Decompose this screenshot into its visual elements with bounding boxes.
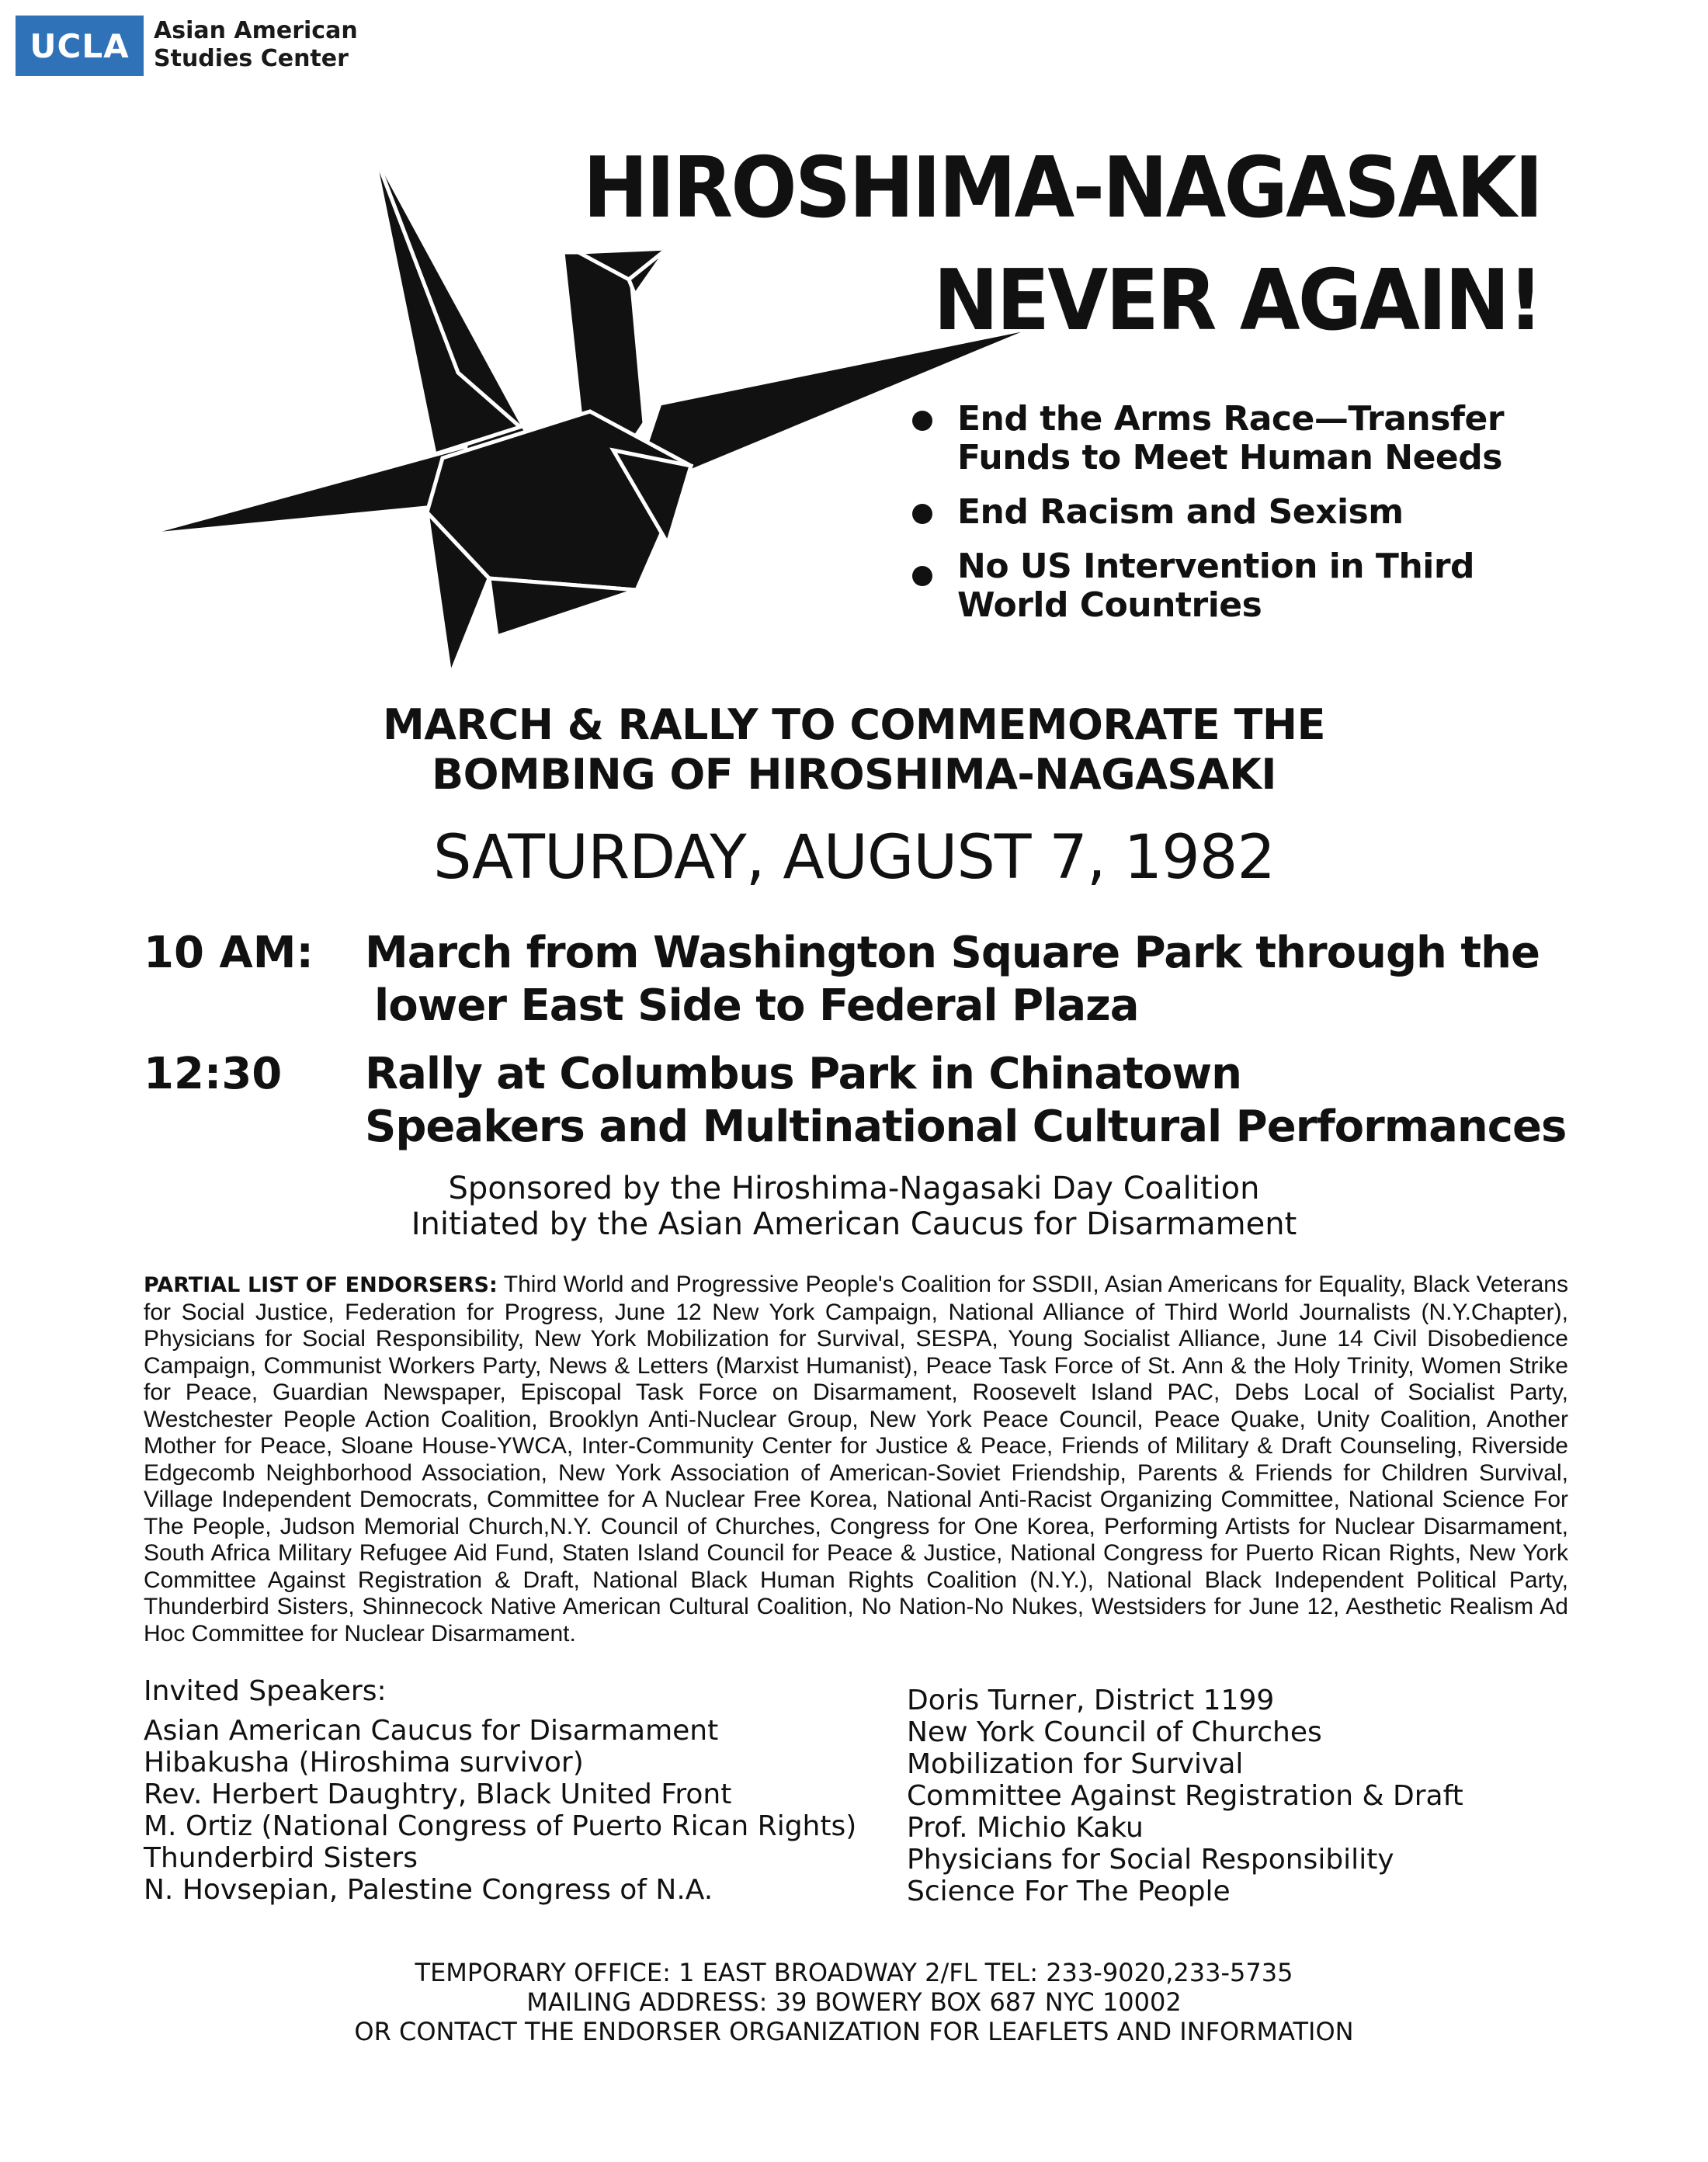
speaker-item: New York Council of Churches bbox=[907, 1716, 1322, 1748]
event-title-line1: MARCH & RALLY TO COMMEMORATE THE bbox=[382, 700, 1325, 749]
endorsers-text: Third World and Progressive People's Coalition for SSDII, Asian Americans for Equality, Black Veterans for Social Justice, Federation for Progress, June 12 New York Campaign, National Alliance of Third World Journalists (N.Y.Chapter), Physicians for Social Responsibility, New York Mobilization for Survival, SESPA, Young Socialist Alliance, June 14 Civil Disobedience Campaign, Communist Workers Party, News & Letters (Marxist Humanist), Peace Task Force of St. Ann & the Holy Trinity, Women Strike for Peace, Guardian Newspaper, Episcopal Task Force on Disarmament, Roosevelt Island PAC, Debs Local of Socialist Party, Westchester People Action Coalition, Brooklyn Anti-Nuclear Group, New York Peace Council, Peace Quake, Unity Coalition, Another Mother for Peace, Sloane House-YWCA, Inter-Community Center for Justice & Peace, Friends of Military & Draft Counseling, Riverside Edgecomb Neighborhood Association, New York Association of American-Soviet Friendship, Parents & Friends for Children Survival, Village Independent Democrats, Committee for A Nuclear Free Korea, National Anti-Racist Organizing Committee, National Science For The People, Judson Memorial Church,N.Y. Council of Churches, Congress for One Korea, Performing Artists for Nuclear Disarmament, South Africa Military Refugee Aid Fund, Staten Island Council for Peace & Justice, National Congress for Puerto Rican Rights, New York Committee Against Registration & Draft, National Black Human Rights Coalition (N.Y.), National Black Independent Political Party, Thunderbird Sisters, Shinnecock Native American Cultural Coalition, No Nation-No Nukes, Westsiders for June 12, Aesthetic Realism Ad Hoc Committee for Nuclear Disarmament. bbox=[144, 1272, 1568, 1647]
footer-line: TEMPORARY OFFICE: 1 EAST BROADWAY 2/FL TEL: 233-9020,233-5735 bbox=[415, 1958, 1293, 1987]
speaker-item: Physicians for Social Responsibility bbox=[907, 1844, 1394, 1876]
demand-item bbox=[912, 493, 1533, 532]
headline-line1: HIROSHIMA-NAGASAKI bbox=[582, 140, 1541, 237]
schedule-description bbox=[365, 927, 1576, 1032]
contact-footer bbox=[0, 1958, 1708, 2046]
bullet-icon bbox=[912, 566, 932, 586]
demand-text: No US Intervention in Third World Countries bbox=[957, 547, 1475, 625]
event-date: SATURDAY, AUGUST 7, 1982 bbox=[432, 823, 1276, 893]
speaker-item: M. Ortiz (National Congress of Puerto Rican Rights) bbox=[144, 1810, 857, 1842]
sponsors bbox=[0, 1171, 1708, 1242]
speaker-item: Rev. Herbert Daughtry, Black United Front bbox=[144, 1779, 732, 1810]
center-name-line1: Asian American bbox=[154, 17, 358, 44]
speaker-item: Science For The People bbox=[907, 1876, 1231, 1907]
sponsor-line: Initiated by the Asian American Caucus for Disarmament bbox=[411, 1206, 1297, 1242]
demand-item bbox=[912, 547, 1533, 625]
speaker-item: Prof. Michio Kaku bbox=[907, 1812, 1144, 1844]
speaker-item: Mobilization for Survival bbox=[907, 1748, 1244, 1780]
endorsers-paragraph bbox=[144, 1272, 1568, 1647]
demand-item bbox=[912, 400, 1533, 477]
speakers-left-column bbox=[144, 1675, 856, 1906]
schedule-description bbox=[365, 1048, 1576, 1154]
schedule-line: March from Washington Square Park through the bbox=[365, 928, 1540, 978]
bullet-icon bbox=[912, 411, 932, 431]
event-title-line2: BOMBING OF HIROSHIMA-NAGASAKI bbox=[431, 750, 1277, 799]
speaker-item: Thunderbird Sisters bbox=[144, 1842, 418, 1874]
schedule-time: 10 AM: bbox=[144, 928, 314, 978]
footer-line: MAILING ADDRESS: 39 BOWERY BOX 687 NYC 10002 bbox=[526, 1987, 1182, 2017]
schedule-time: 12:30 bbox=[144, 1049, 283, 1099]
headline bbox=[583, 132, 1541, 357]
footer-line: OR CONTACT THE ENDORSER ORGANIZATION FOR LEAFLETS AND INFORMATION bbox=[354, 2017, 1354, 2046]
event-title bbox=[0, 700, 1708, 800]
sponsor-line: Sponsored by the Hiroshima-Nagasaki Day Coalition bbox=[448, 1171, 1260, 1206]
ucla-logo-text: UCLA bbox=[30, 26, 130, 65]
speaker-item: N. Hovsepian, Palestine Congress of N.A. bbox=[144, 1874, 713, 1906]
speaker-item: Hibakusha (Hiroshima survivor) bbox=[144, 1747, 584, 1779]
speaker-item: Doris Turner, District 1199 bbox=[907, 1685, 1275, 1716]
bullet-icon bbox=[912, 504, 932, 524]
schedule-line: Speakers and Multinational Cultural Performances bbox=[365, 1102, 1567, 1152]
center-name-line2: Studies Center bbox=[154, 45, 349, 72]
schedule-line: Rally at Columbus Park in Chinatown bbox=[365, 1049, 1242, 1099]
demand-text: End the Arms Race—Transfer Funds to Meet Human Needs bbox=[957, 399, 1505, 477]
speaker-item: Committee Against Registration & Draft bbox=[907, 1780, 1463, 1812]
schedule-line: lower East Side to Federal Plaza bbox=[374, 980, 1139, 1031]
center-name bbox=[154, 17, 358, 73]
speaker-item: Asian American Caucus for Disarmament bbox=[144, 1715, 719, 1747]
ucla-logo-badge bbox=[16, 16, 144, 76]
headline-line2: NEVER AGAIN! bbox=[933, 252, 1541, 349]
speakers-right-column bbox=[907, 1685, 1463, 1907]
speakers-heading: Invited Speakers: bbox=[144, 1675, 387, 1707]
endorsers-label: PARTIAL LIST OF ENDORSERS: bbox=[144, 1273, 498, 1297]
demands-list bbox=[912, 400, 1533, 640]
demand-text: End Racism and Sexism bbox=[957, 492, 1404, 532]
